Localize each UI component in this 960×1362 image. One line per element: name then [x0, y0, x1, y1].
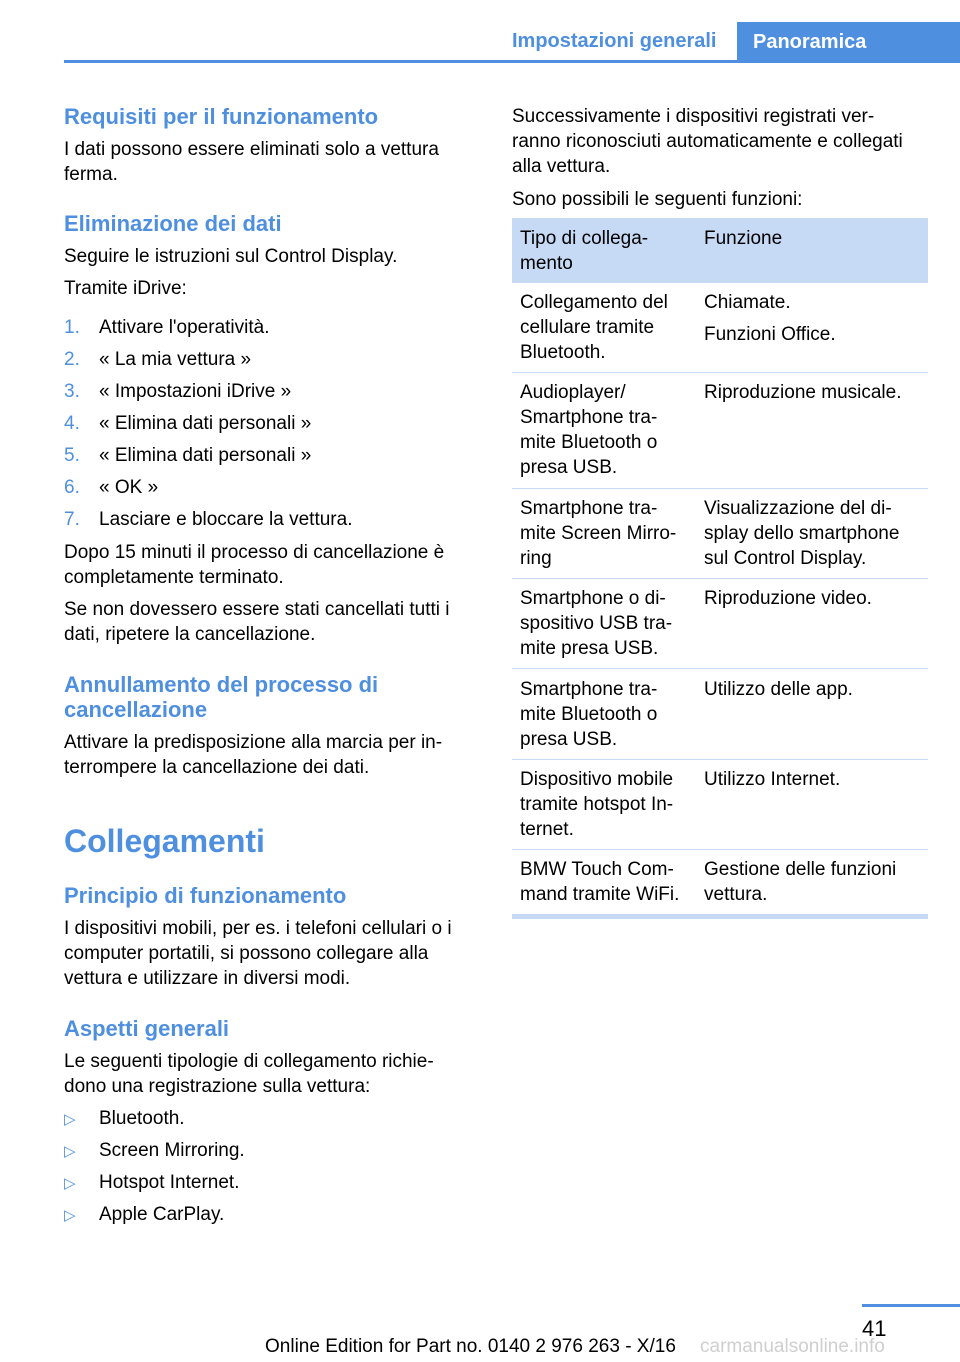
step-item [64, 411, 311, 436]
step-number: 1. [64, 317, 80, 338]
step-item [64, 443, 311, 468]
bullet-text: Hotspot Internet. [99, 1172, 240, 1193]
table-row-cell: Collegamento del [520, 292, 668, 313]
table-row-cell: Bluetooth. [520, 342, 606, 363]
table-row-cell: splay dello smartphone [704, 523, 900, 544]
table-row-cell: Funzioni Office. [704, 324, 836, 345]
row-divider [512, 578, 928, 579]
table-row-cell: mand tramite WiFi. [520, 884, 680, 905]
table-row-cell: Riproduzione video. [704, 588, 872, 609]
bullet-text: Apple CarPlay. [99, 1204, 225, 1225]
triangle-bullet-icon: ▷ [64, 1175, 76, 1192]
table-row-cell: ternet. [520, 819, 574, 840]
general-line-2: dono una registrazione sulla vettura: [64, 1076, 371, 1097]
table-row-cell: presa USB. [520, 457, 618, 478]
heading-general: Aspetti generali [64, 1016, 230, 1041]
step-text: Lasciare e bloccare la vettura. [99, 509, 353, 530]
step-number: 3. [64, 381, 80, 402]
table-row-cell: spositivo USB tra- [520, 613, 673, 634]
row-divider [512, 849, 928, 850]
retry-line-2: dati, ripetere la cancellazione. [64, 624, 316, 645]
intro-line-1: Successivamente i dispositivi registrati ver- [512, 106, 875, 127]
bullet-text: Screen Mirroring. [99, 1140, 245, 1161]
watermark: carmanualsonline.info [700, 1336, 885, 1357]
triangle-bullet-icon: ▷ [64, 1143, 76, 1160]
requirements-line-2: ferma. [64, 164, 118, 185]
table-row-cell: Gestione delle funzioni [704, 859, 897, 880]
after-deletion-line-1: Dopo 15 minuti il processo di cancellazione è [64, 542, 445, 563]
header-rule [64, 60, 960, 63]
section-title: Impostazioni generali [512, 30, 717, 52]
header-type-line-1: Tipo di collega- [520, 228, 649, 249]
table-row-cell: sul Control Display. [704, 548, 867, 569]
table-row-cell: ring [520, 548, 552, 569]
chapter-tab [737, 22, 960, 62]
step-text: Attivare l'operatività. [99, 317, 270, 338]
step-number: 2. [64, 349, 80, 370]
table-row-cell: cellulare tramite [520, 317, 655, 338]
chapter-tab-label: Panoramica [753, 31, 867, 53]
functions-intro: Sono possibili le seguenti funzioni: [512, 189, 803, 210]
row-divider [512, 488, 928, 489]
retry-line-1: Se non dovessero essere stati cancellati tutti i [64, 599, 450, 620]
triangle-bullet-icon: ▷ [64, 1111, 76, 1128]
table-row-cell: BMW Touch Com- [520, 859, 674, 880]
table-row-cell: presa USB. [520, 729, 618, 750]
step-item [64, 347, 251, 372]
bullet-item [64, 1170, 239, 1196]
principle-line-3: vettura e utilizzare in diversi modi. [64, 968, 351, 989]
step-item [64, 315, 269, 340]
requirements-line-1: I dati possono essere eliminati solo a vettura [64, 139, 439, 160]
table-row-cell: Utilizzo Internet. [704, 769, 841, 790]
header-function: Funzione [704, 228, 783, 249]
triangle-bullet-icon: ▷ [64, 1207, 76, 1224]
page-number: 41 [862, 1316, 887, 1341]
table-row-cell: Chiamate. [704, 292, 791, 313]
table-row-cell: tramite hotspot In- [520, 794, 674, 815]
bullet-item [64, 1138, 245, 1164]
step-number: 6. [64, 477, 80, 498]
step-number: 4. [64, 413, 80, 434]
table-row-cell: mite presa USB. [520, 638, 659, 659]
footer-rule [862, 1304, 960, 1307]
bullet-item [64, 1202, 224, 1228]
step-text: « Impostazioni iDrive » [99, 381, 292, 402]
table-row-cell: Smartphone o di- [520, 588, 666, 609]
heading-data-deletion: Eliminazione dei dati [64, 211, 282, 236]
step-text: « OK » [99, 477, 159, 498]
deletion-via-idrive: Tramite iDrive: [64, 278, 187, 299]
abort-text-line-1: Attivare la predisposizione alla marcia per in- [64, 732, 443, 753]
step-item [64, 507, 352, 532]
table-row-cell: Riproduzione musicale. [704, 382, 902, 403]
header-type-line-2: mento [520, 253, 573, 274]
principle-line-2: computer portatili, si possono collegare alla [64, 943, 429, 964]
table-row-cell: Audioplayer/ [520, 382, 626, 403]
after-deletion-line-2: completamente terminato. [64, 567, 284, 588]
table-row-cell: Utilizzo delle app. [704, 679, 853, 700]
step-text: « La mia vettura » [99, 349, 252, 370]
table-row-cell: Smartphone tra- [520, 679, 658, 700]
step-text: « Elimina dati personali » [99, 445, 312, 466]
step-item [64, 475, 158, 500]
deletion-instruction: Seguire le istruzioni sul Control Display. [64, 246, 398, 267]
abort-text-line-2: terrompere la cancellazione dei dati. [64, 757, 370, 778]
bullet-item [64, 1106, 185, 1132]
step-item [64, 379, 291, 404]
table-bottom-bar [512, 914, 928, 919]
table-row-cell: Smartphone tra- [520, 407, 658, 428]
row-divider [512, 668, 928, 669]
general-line-1: Le seguenti tipologie di collegamento richie- [64, 1051, 434, 1072]
step-number: 5. [64, 445, 80, 466]
step-number: 7. [64, 509, 80, 530]
table-row-cell: mite Bluetooth o [520, 432, 658, 453]
intro-line-3: alla vettura. [512, 156, 611, 177]
row-divider [512, 372, 928, 373]
principle-line-1: I dispositivi mobili, per es. i telefoni cellulari o i [64, 918, 452, 939]
heading-abort-line-2: cancellazione [64, 697, 208, 722]
table-row-cell: Visualizzazione del di- [704, 498, 892, 519]
intro-line-2: ranno riconosciuti automaticamente e collegati [512, 131, 903, 152]
row-divider [512, 759, 928, 760]
table-row-cell: mite Screen Mirro- [520, 523, 677, 544]
heading-abort-line-1: Annullamento del processo di [64, 672, 379, 697]
heading-principle: Principio di funzionamento [64, 883, 347, 908]
table-row-cell: Dispositivo mobile [520, 769, 674, 790]
table-row-cell: vettura. [704, 884, 768, 905]
bullet-text: Bluetooth. [99, 1108, 185, 1129]
edition-note: Online Edition for Part no. 0140 2 976 263 - X/16 [265, 1336, 676, 1357]
page-header [0, 0, 960, 64]
step-text: « Elimina dati personali » [99, 413, 312, 434]
heading-requirements: Requisiti per il funzionamento [64, 104, 379, 129]
table-row-cell: Smartphone tra- [520, 498, 658, 519]
table-row-cell: mite Bluetooth o [520, 704, 658, 725]
chapter-heading: Collegamenti [64, 823, 265, 859]
